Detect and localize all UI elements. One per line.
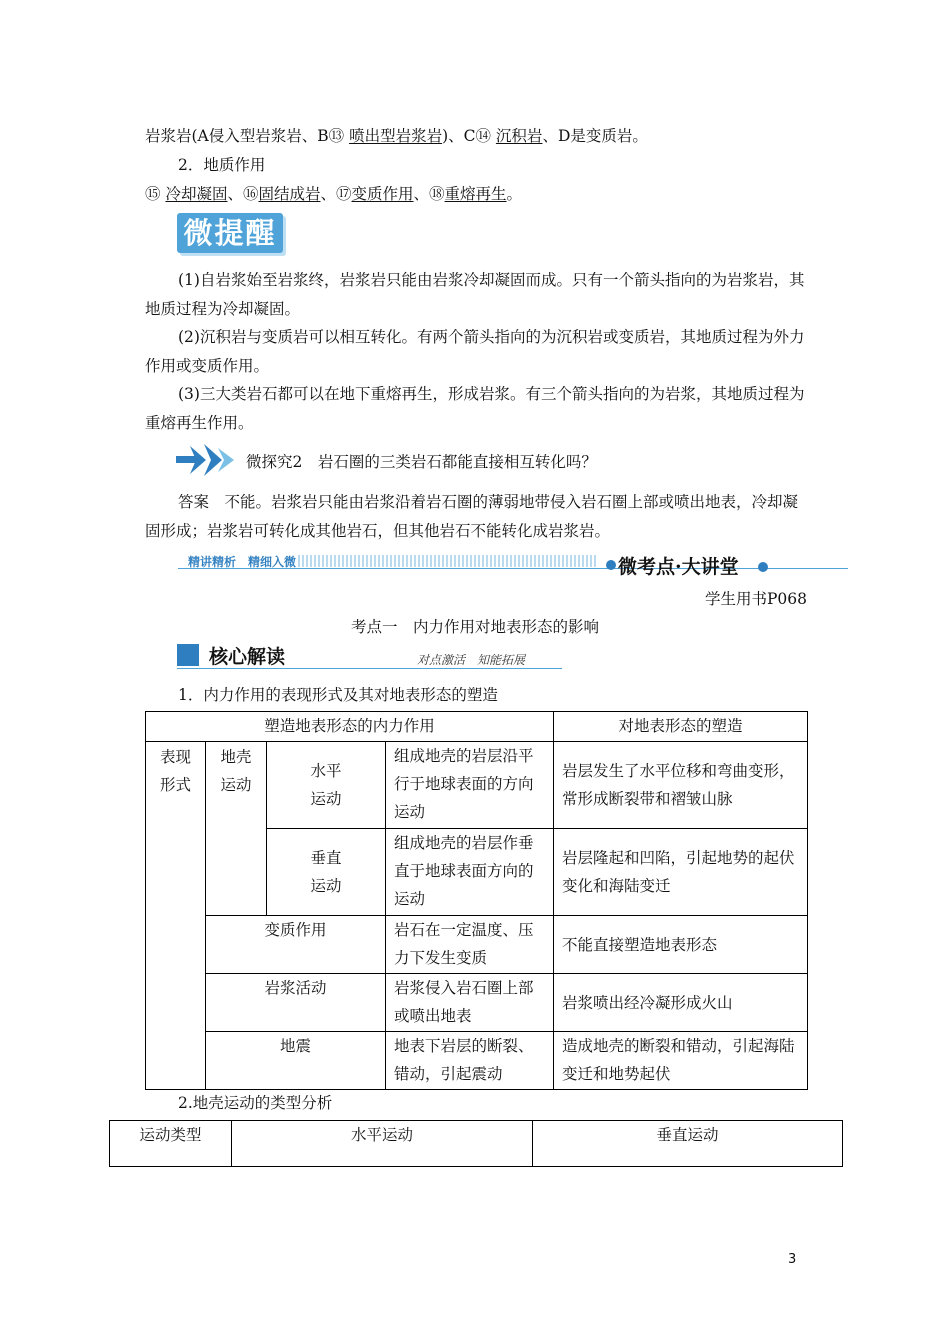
table-header: 水平运动 — [232, 1121, 533, 1167]
table-cell-desc: 组成地壳的岩层作垂直于地球表面方向的运动 — [386, 829, 554, 916]
text: 岩浆岩(A侵入型岩浆岩、B⑬ — [145, 127, 350, 145]
reminder-banner-text: 微提醒 — [183, 216, 277, 250]
crust-movement-table — [109, 1120, 843, 1167]
table-cell-name: 水平 运动 — [267, 742, 386, 829]
dot-icon — [758, 562, 768, 572]
section-bar — [178, 550, 848, 580]
table-cell-crust: 地壳 运动 — [206, 742, 267, 916]
table-cell-form: 表现 形式 — [146, 742, 206, 1090]
marker: 、⑰ — [320, 185, 352, 203]
explore-answer: 答案 不能。岩浆岩只能由岩浆沿着岩石圈的薄弱地带侵入岩石圈上部或喷出地表，冷却凝固形成；岩浆岩可转化成其他岩石，但其他岩石不能转化成岩浆岩。 — [145, 493, 799, 540]
table-cell-effect: 不能直接塑造地表形态 — [554, 916, 808, 974]
answer-blank: 变质作用 — [351, 185, 414, 203]
section-bar-left: 精讲精析 精细入微 — [188, 555, 297, 569]
table-cell-effect: 造成地壳的断裂和错动，引起海陆变迁和地势起伏 — [554, 1032, 808, 1090]
intro-line-3 — [145, 184, 522, 204]
core-title: 核心解读 — [209, 646, 286, 668]
table1-caption: 1．内力作用的表现形式及其对地表形态的塑造 — [178, 686, 498, 704]
table-cell-desc: 岩浆侵入岩石圈上部或喷出地表 — [386, 974, 554, 1032]
explore-arrow-icon — [176, 442, 242, 478]
square-icon — [177, 644, 199, 666]
explore-question: 微探究2 岩石圈的三类岩石都能直接相互转化吗？ — [246, 453, 597, 471]
marker: 、⑯ — [227, 185, 259, 203]
table-header: 塑造地表形态的内力作用 — [146, 712, 554, 742]
table-cell-desc: 岩石在一定温度、压力下发生变质 — [386, 916, 554, 974]
reminder-item-3: (3)三大类岩石都可以在地下重熔再生，形成岩浆。有三个箭头指向的为岩浆，其地质过程为重熔再生作用。 — [145, 385, 805, 432]
table-cell-name: 垂直 运动 — [267, 829, 386, 916]
marker: ⑮ — [145, 185, 166, 203]
table-cell-name: 地震 — [206, 1032, 386, 1090]
text: )、C⑭ — [442, 127, 496, 145]
topic-title: 考点一 内力作用对地表形态的影响 — [350, 618, 599, 636]
heading-geologic-action: 2．地质作用 — [178, 156, 266, 174]
divider — [177, 668, 562, 669]
reminder-banner — [177, 213, 283, 253]
table-cell-effect: 岩层发生了水平位移和弯曲变形，常形成断裂带和褶皱山脉 — [554, 742, 808, 829]
intro-line-1 — [145, 126, 648, 146]
text: 、D是变质岩。 — [542, 127, 648, 145]
table-header: 垂直运动 — [533, 1121, 843, 1167]
table2-caption: 2.地壳运动的类型分析 — [178, 1094, 333, 1112]
answer-blank: 固结成岩 — [258, 185, 321, 203]
dot-icon — [606, 560, 616, 570]
page-number: 3 — [788, 1252, 797, 1267]
book-ref: 学生用书P068 — [704, 590, 807, 608]
table-header: 运动类型 — [110, 1121, 232, 1167]
answer-blank: 沉积岩 — [495, 127, 543, 145]
answer-blank: 喷出型岩浆岩 — [349, 127, 443, 145]
table-header: 对地表形态的塑造 — [554, 712, 808, 742]
table-cell-desc: 地表下岩层的断裂、错动，引起震动 — [386, 1032, 554, 1090]
section-bar-title: 微考点·大讲堂 — [618, 556, 739, 578]
table-cell-name: 岩浆活动 — [206, 974, 386, 1032]
inner-force-table — [145, 711, 808, 1090]
table-cell-name: 变质作用 — [206, 916, 386, 974]
reminder-item-1: (1)自岩浆始至岩浆终，岩浆岩只能由岩浆冷却凝固而成。只有一个箭头指向的为岩浆岩，其地质过程为冷却凝固。 — [145, 271, 805, 318]
core-heading — [177, 641, 562, 671]
table-cell-effect: 岩浆喷出经冷凝形成火山 — [554, 974, 808, 1032]
text: 。 — [506, 185, 523, 203]
answer-blank: 冷却凝固 — [165, 185, 228, 203]
table-cell-desc: 组成地壳的岩层沿平行于地球表面的方向运动 — [386, 742, 554, 829]
table-cell-effect: 岩层隆起和凹陷，引起地势的起伏变化和海陆变迁 — [554, 829, 808, 916]
reminder-item-2: (2)沉积岩与变质岩可以相互转化。有两个箭头指向的为沉积岩或变质岩，其地质过程为外力作用或变质作用。 — [145, 328, 805, 375]
marker: 、⑱ — [413, 185, 445, 203]
answer-blank: 重熔再生 — [444, 185, 507, 203]
dotted-pattern — [298, 555, 598, 567]
core-subtitle: 对点激活 知能拓展 — [417, 653, 526, 667]
